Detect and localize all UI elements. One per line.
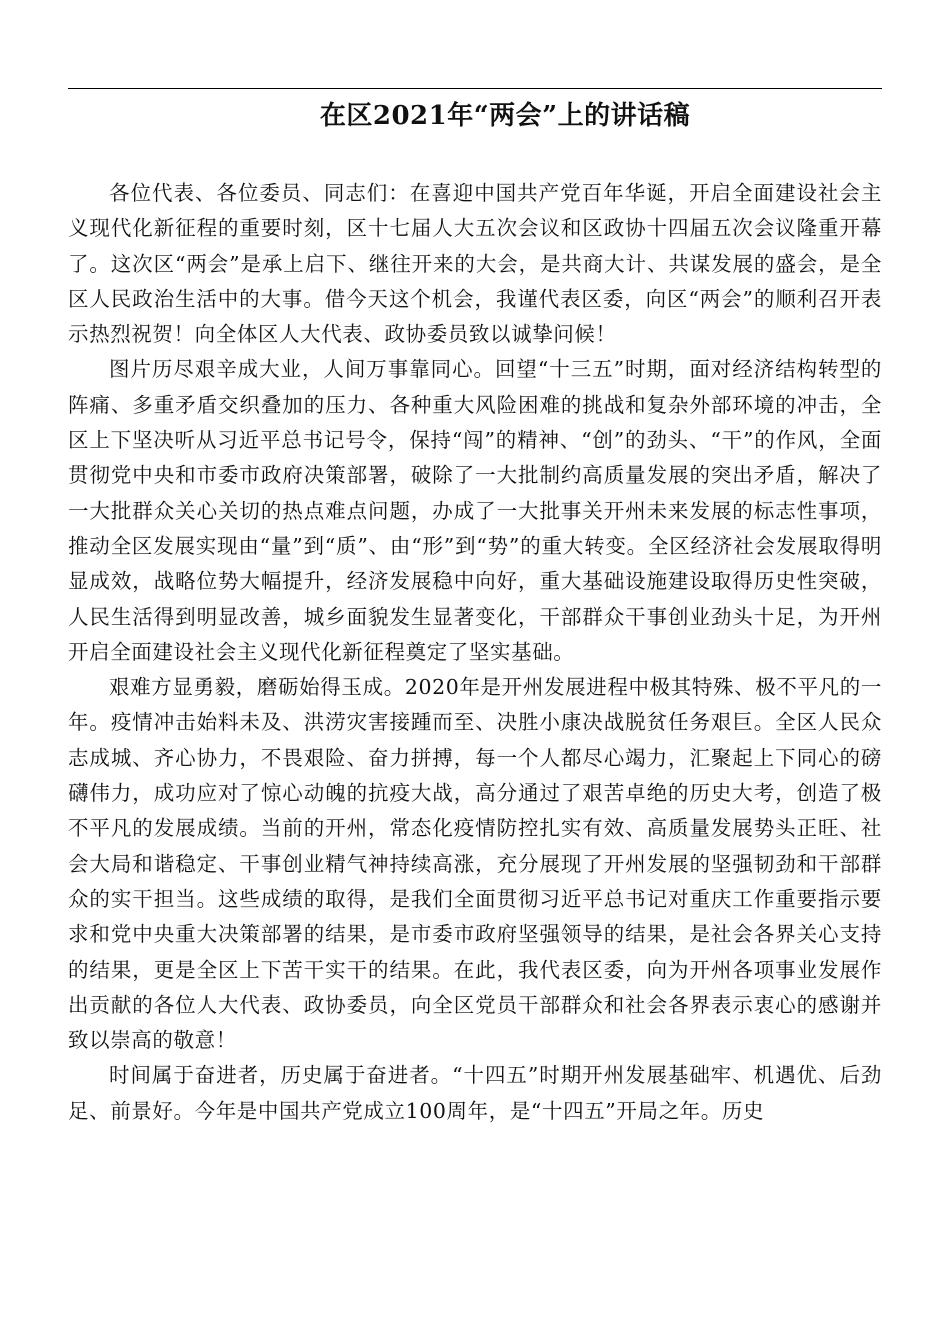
header-rule [68,88,882,89]
paragraph-outlook: 时间属于奋进者，历史属于奋进者。“十四五”时期开州发展基础牢、机遇优、后劲足、前景好。今年是中国共产党成立100周年，是“十四五”开局之年。历史 [68,1063,882,1123]
document-title: 在区2021年“两会”上的讲话稿 [319,101,691,131]
document-body [68,176,882,1129]
paragraph-review: 图片历尽艰辛成大业，人间万事靠同心。回望“十三五”时期，面对经济结构转型的阵痛、多重矛盾交织叠加的压力、各种重大风险困难的挑战和复杂外部环境的冲击，全区上下坚决听从习近平总书记号令，保持“闯”的精神、“创”的劲头、“干”的作风，全面贯彻党中央和市委市政府决策部署，破除了一大批制约高质量发展的突出矛盾，解决了一大批群众关心关切的热点难点问题，办成了一大批事关开州未来发展的标志性事项，推动全区发展实现由“量”到“质”、由“形”到“势”的重大转变。全区经济社会发展取得明显成效，战略位势大幅提升，经济发展稳中向好，重大基础设施建设取得历史性突破，人民生活得到明显改善，城乡面貌发生显著变化，干部群众干事创业劲头十足，为开州开启全面建设社会主义现代化新征程奠定了坚实基础。 [68,357,882,664]
paragraph-opening: 各位代表、各位委员、同志们：在喜迎中国共产党百年华诞，开启全面建设社会主义现代化新征程的重要时刻，区十七届人大五次会议和区政协十四届五次会议隆重开幕了。这次区“两会”是承上启下、继往开来的大会，是共商大计、共谋发展的盛会，是全区人民政治生活中的大事。借今天这个机会，我谨代表区委，向区“两会”的顺利召开表示热烈祝贺！向全体区人大代表、政协委员致以诚挚问候！ [68,181,882,347]
paragraph-2020: 艰难方显勇毅，磨砺始得玉成。2020年是开州发展进程中极其特殊、极不平凡的一年。疫情冲击始料未及、洪涝灾害接踵而至、决胜小康决战脱贫任务艰巨。全区人民众志成城、齐心协力，不畏艰险、奋力拼搏，每一个人都尽心竭力，汇聚起上下同心的磅礴伟力，成功应对了惊心动魄的抗疫大战，高分通过了艰苦卓绝的历史大考，创造了极不平凡的发展成绩。当前的开州，常态化疫情防控扎实有效、高质量发展势头正旺、社会大局和谐稳定、干事创业精气神持续高涨，充分展现了开州发展的坚强韧劲和干部群众的实干担当。这些成绩的取得，是我们全面贯彻习近平总书记对重庆工作重要指示要求和党中央重大决策部署的结果，是市委市政府坚强领导的结果，是社会各界关心支持的结果，更是全区上下苦干实干的结果。在此，我代表区委，向为开州各项事业发展作出贡献的各位人大代表、政协委员，向全区党员干部群众和社会各界表示衷心的感谢并致以崇高的敬意！ [68,675,882,1053]
